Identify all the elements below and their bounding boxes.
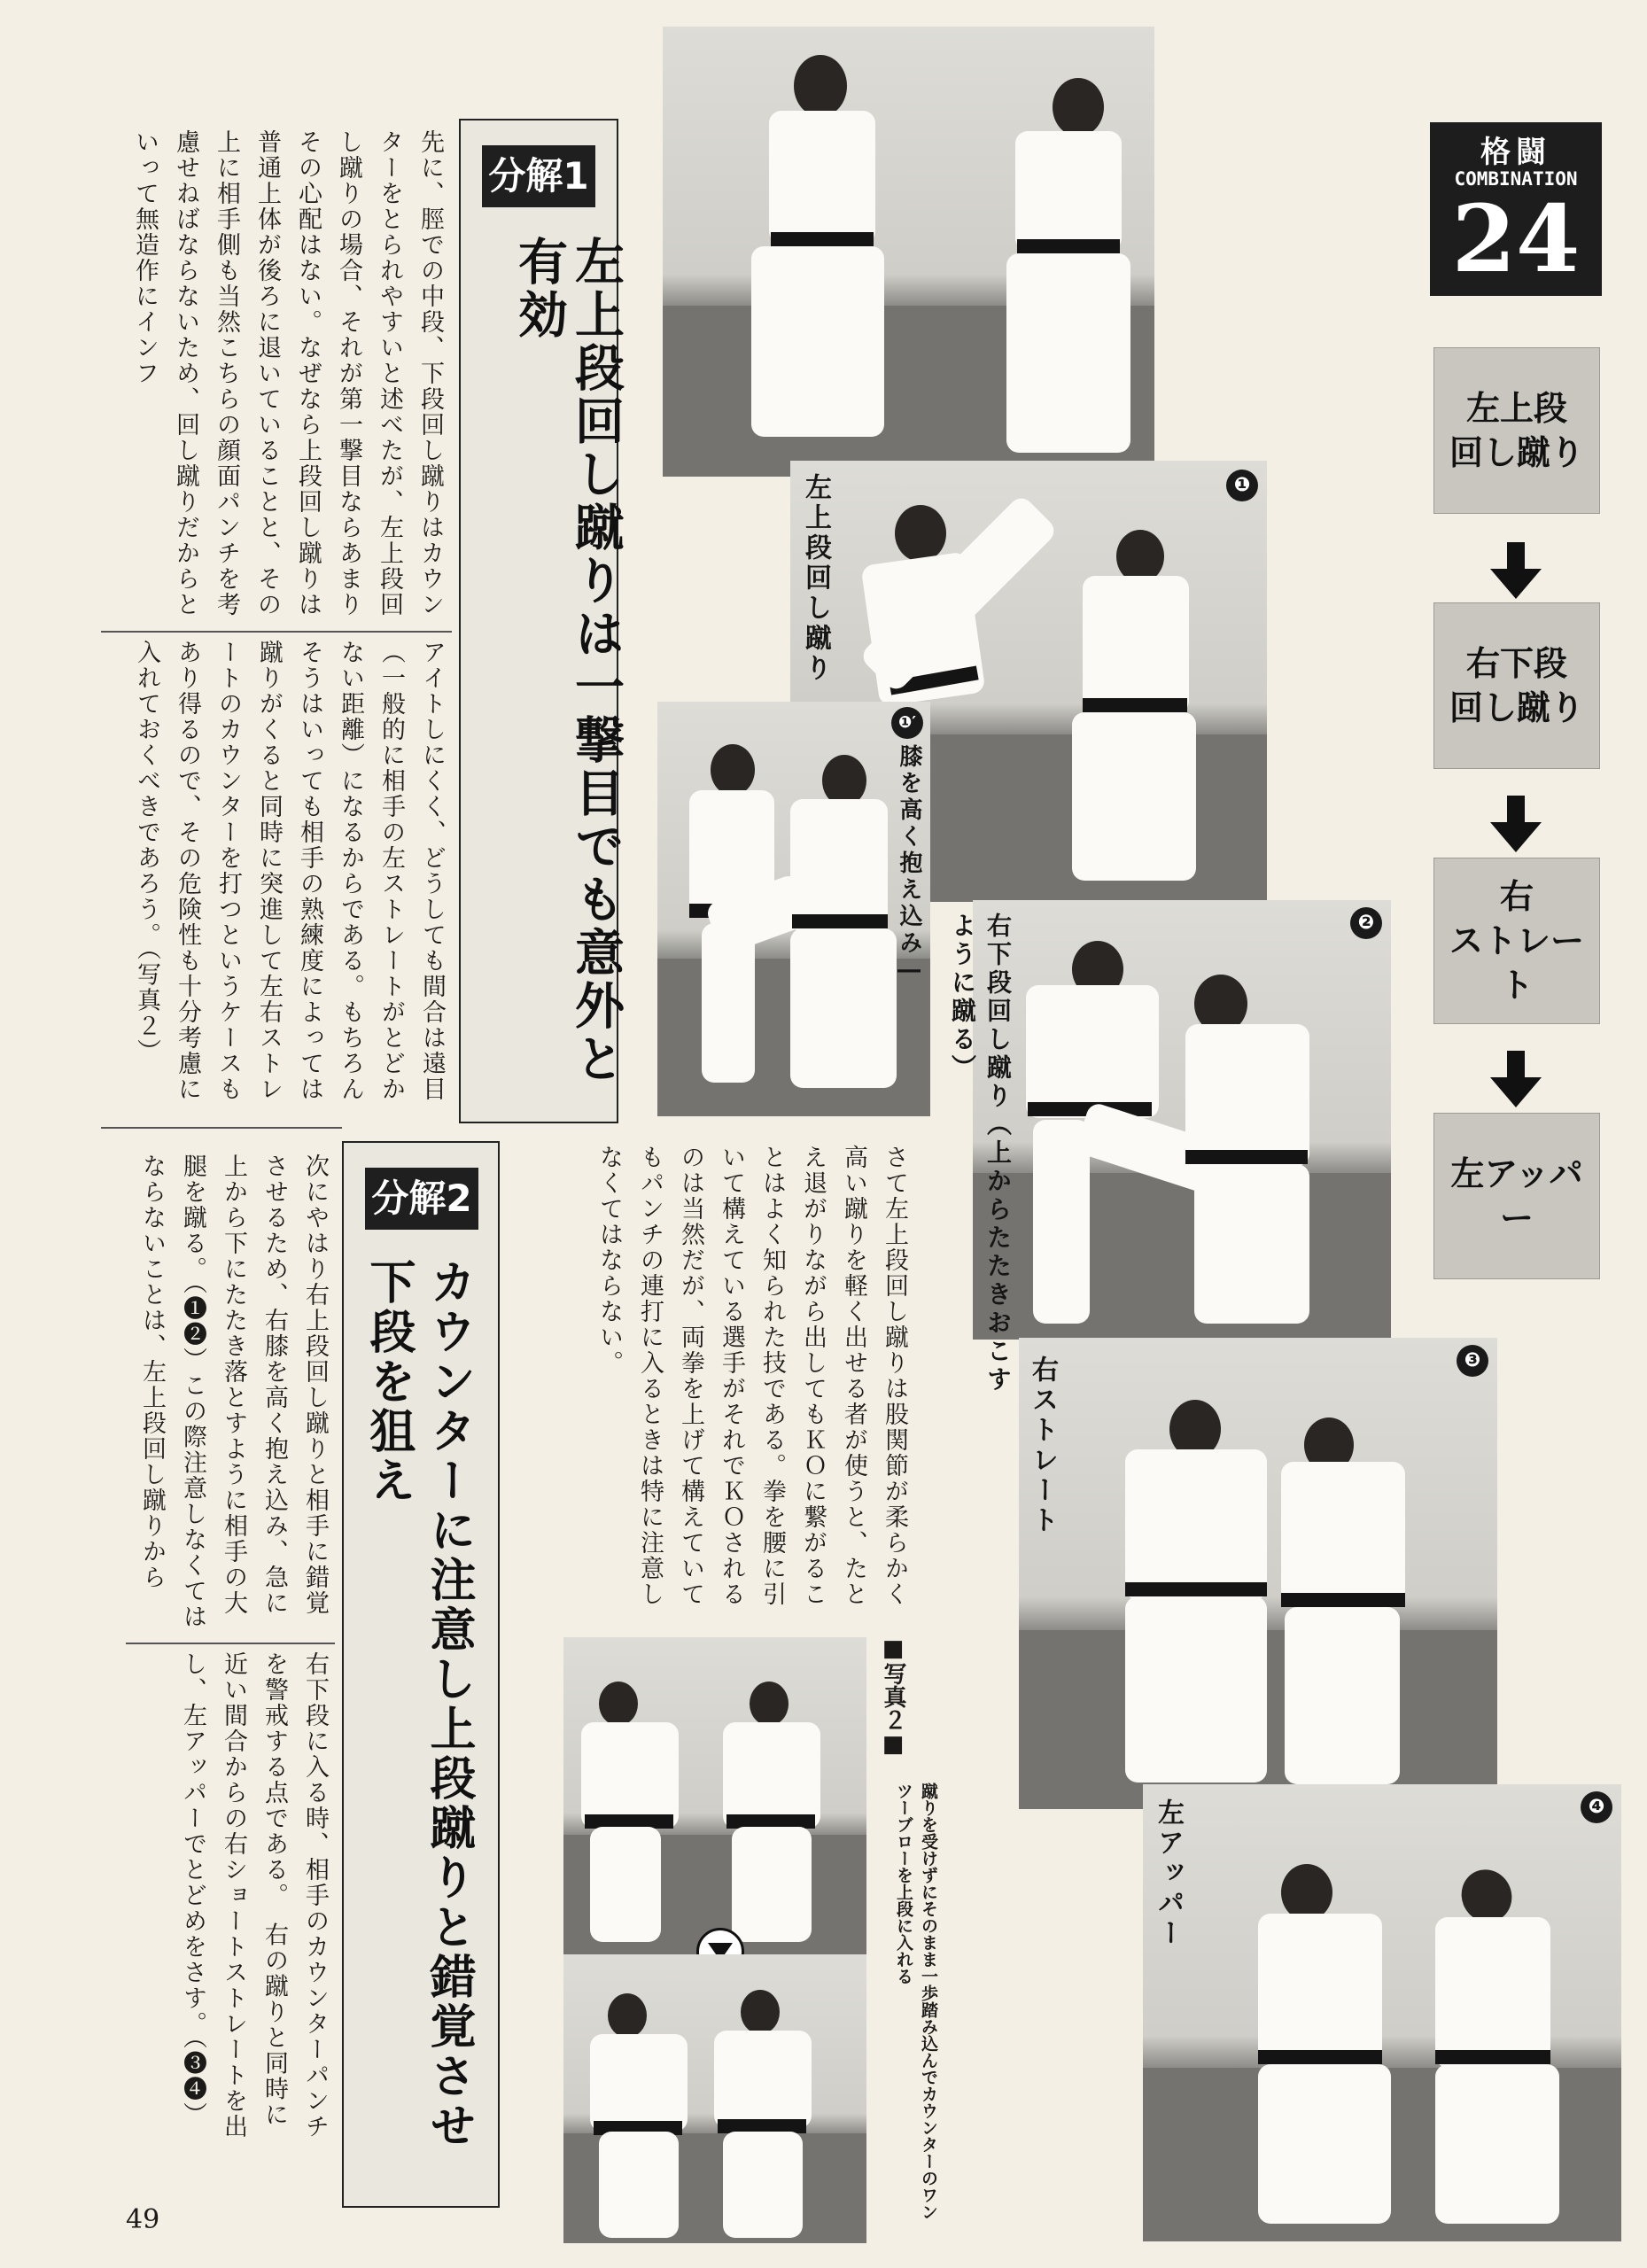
combo-step-3 [1433,858,1600,1024]
photo-3-caption: 右ストレート [1027,1355,1058,1536]
header-number: 24 [1451,184,1581,293]
photo-4-caption: 左アッパー [1153,1798,1184,1949]
combo-step-2-label: 右下段 回し蹴り [1449,644,1584,727]
divider [101,1127,342,1129]
section2-col-a: 次にやはり右上段回し蹴りと相手に錯覚させるため、右膝を高く抱え込み、急に上から下にたたき落とすように相手の大腿を蹴る。（❶❷）この際注意しなくてはならないことは、左上段回し蹴りから [138,1153,329,1630]
photo-4 [1143,1784,1621,2241]
section1-heading [459,119,625,1123]
photo-1b [657,702,930,1116]
combo-step-4 [1433,1113,1600,1279]
photo-2 [973,900,1391,1340]
photo2-top [563,1637,866,1956]
photo-2-caption: 右下段回し蹴り（上からたたきおこすように蹴る） [948,913,1013,1394]
combo-step-3-label: 右 ストレート [1449,877,1584,1005]
photo-3 [1019,1338,1497,1809]
photo-3-number: ❸ [1457,1345,1488,1377]
photo-2-number: ❷ [1350,907,1382,939]
combo-step-1-label: 左上段 回し蹴り [1449,389,1584,472]
photo-1-number: ❶ [1226,470,1258,501]
section2-title-line2: 下段を狙え [361,1258,415,1506]
combination-header [1430,122,1602,296]
header-series: COMBINATION [1454,168,1578,190]
photo-1-caption: 左上段回し蹴り [800,473,831,684]
arrow-down-icon [1490,796,1542,854]
photo-stance [663,27,1154,477]
section2-tag: 分解2 [365,1168,478,1230]
combo-step-4-label: 左アッパー [1450,1154,1583,1238]
divider [101,631,452,633]
arrow-down-icon [1490,542,1542,601]
section1-title: 左上段回し蹴りは一撃目でも意外と有効 [510,236,625,1086]
photo2-caption: 蹴りを受けずにそのまま一歩踏み込んでカウンターのワンツーブローを上段に入れる [894,1783,938,2220]
combo-step-2 [1433,602,1600,769]
section2-heading [342,1141,500,2208]
section1-col-a: 先に、脛での中段、下段回し蹴りはカウンターをとられやすいと述べたが、左上段回し蹴りの場合、それが第一撃目ならあまりその心配はない。なぜなら上段回し蹴りは普通上体が後ろに退いていることと、その上に相手側も当然こちらの顔面パンチを考慮せねばならないため、回し蹴りだからといって無造作にインフ [131,129,444,617]
section2-col-b: 右下段に入る時、相手のカウンターパンチを警戒する点である。 右の蹴りと同時に近い間合からの右ショートストレートを出し、左アッパーでとどめをさす。（❸❹） [179,1651,329,2140]
photo-4-number: ❹ [1581,1791,1612,1823]
header-category: 格闘 [1480,135,1551,170]
arrow-down-icon [1490,1051,1542,1109]
section1-col-b: アイトしにくく、どうしても間合は遠目（一般的に相手の左ストレートがとどかない距離）になるからである。もちろんそうはいっても相手の熟練度によっては蹴りがくると同時に突進して左右ストレートのカウンターを打つというケースもあり得るので、その危険性も十分考慮に入れておくべきであろう。（写真２） [133,640,446,1102]
divider [126,1643,335,1644]
photo-1b-caption: 膝を高く抱え込み― [896,744,922,987]
photo2-label: ■写真２■ [880,1635,906,1758]
photo-1b-number: ❶′ [891,707,923,739]
section1-tag: 分解1 [482,145,595,207]
section2-title-line1: カウンターに注意し上段蹴りと錯覚させ [422,1258,475,2151]
combo-step-1 [1433,347,1600,514]
photo2-bottom [563,1954,866,2243]
page-number: 49 [126,2204,160,2235]
center-paragraph: さて左上段回し蹴りは股関節が柔らかく高い蹴りを軽く出せる者が使うと、たとえ退がりながら出してもＫＯに繋がることはよく知られた技である。拳を腰に引いて構えている選手がそれでＫＯされるのは当然だが、両拳を上げて構えていてもパンチの連打に入るときは特に注意しなくてはならない。 [595,1145,908,1607]
